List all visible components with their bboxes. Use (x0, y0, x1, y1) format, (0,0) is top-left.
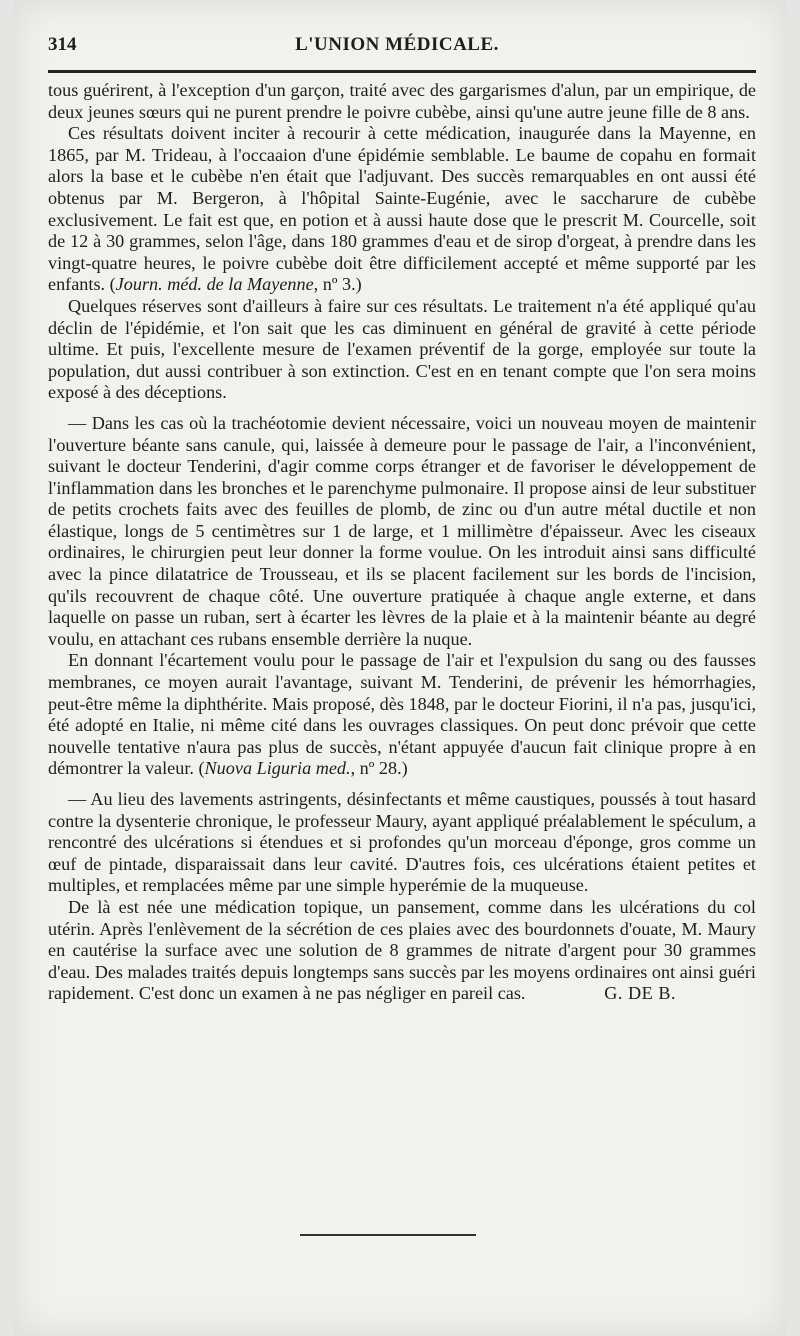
page-number: 314 (48, 34, 77, 55)
paragraph-2-text: Ces résultats doivent inciter à recourir à cette médication, inaugurée dans la Mayenne, en 1865, par M. Trideau, à l'occaaion d'une épidémie semblable. Le baume de copahu en formait alors la base et le cubèbe n'en était que l'adjuvant. Des succès remarquables en ont aussi été obtenus par M. Bergeron, à l'hôpital Sainte-Eugénie, avec le saccharure de cubèbe exclusivement. Le fait est que, en potion et à aussi haute dose que le prescrit M. Courcelle, soit de 12 à 30 grammes, selon l'âge, dans 180 grammes d'eau et de sirop d'orgeat, à prendre dans les vingt-quatre heures, le poivre cubèbe doit être difficilement accepté et même supporté par les enfants. ( (48, 123, 756, 295)
paragraph-5-text: En donnant l'écartement voulu pour le passage de l'air et l'expulsion du sang ou des fausses membranes, ce moyen aurait l'avantage, suivant M. Tenderini, de prévenir les hémorrhagies, peut-être même la diphthérite. Mais proposé, dès 1848, par le docteur Fiorini, il n'a pas, jusqu'ici, été adopté en Italie, ni même cité dans les ouvrages classiques. On peut donc prévoir que cette nouvelle tentative n'aura pas plus de succès, n'étant appuyée d'aucun fait clinique propre à en démontrer la valeur. ( (48, 650, 756, 779)
running-title: L'UNION MÉDICALE. (295, 34, 499, 55)
article-body (48, 80, 756, 1005)
header-rule (48, 70, 756, 73)
citation-liguria: Nuova Liguria med. (204, 758, 351, 779)
footer-rule (300, 1234, 476, 1236)
paragraph-5 (48, 650, 756, 780)
paragraph-7 (48, 897, 756, 1005)
citation-mayenne-num: , nº 3.) (313, 274, 362, 295)
paragraph-6: — Au lieu des lavements astringents, désinfectants et même caustiques, poussés à tout hasard contre la dysenterie chronique, le professeur Maury, ayant appliqué préalablement le spéculum, a rencontré des ulcérations si étendues et si profondes qu'un morceau d'éponge, gros comme un œuf de pintade, disparaissait dans leur cavité. D'autres fois, ces ulcérations étaient petites et multiples, et remplacées même par une simple hyperémie de la muqueuse. (48, 789, 756, 896)
paragraph-4: — Dans les cas où la trachéotomie devient nécessaire, voici un nouveau moyen de maintenir l'ouverture béante sans canule, qui, laissée à demeure pour le passage de l'air, a l'inconvénient, suivant le docteur Tenderini, d'agir comme corps étranger et de favoriser le développement de l'inflammation dans les bronches et le parenchyme pulmonaire. Il propose ainsi de leur substituer de petits crochets faits avec des feuilles de plomb, de zinc ou d'un autre métal ductile et non élastique, longs de 5 centimètres sur 1 de large, et 1 millimètre d'épaisseur. Avec les ciseaux ordinaires, le chirurgien peut leur donner la forme voulue. On les introduit ainsi sans difficulté avec la pince dilatatrice de Trousseau, et ils se placent facilement sur les bords de l'incision, qu'ils recouvrent de chaque côté. Une ouverture pratiquée à chaque angle externe, et dans laquelle on passe un ruban, sert à écarter les lèvres de la plaie et à la maintenir béante au degré voulu, en attachant ces rubans ensemble derrière la nuque. (48, 412, 756, 649)
page-header (48, 34, 746, 62)
paragraph-1: tous guérirent, à l'exception d'un garçon, traité avec des gargarismes d'alun, par un empirique, de deux jeunes sœurs qui ne purent prendre le poivre cubèbe, ainsi qu'une autre jeune fille de 8 ans. (48, 80, 756, 122)
signature: G. DE B. (604, 983, 676, 1004)
journal-page (14, 0, 786, 1336)
paragraph-2 (48, 123, 756, 296)
paragraph-7-text: De là est née une médication topique, un pansement, comme dans les ulcérations du col utérin. Après l'enlèvement de la sécrétion de ces plaies avec des bourdonnets d'ouate, M. Maury en cautérise la surface avec une solution de 8 grammes de nitrate d'argent pour 30 grammes d'eau. Des malades traités depuis longtemps sans succès par les moyens ordinaires ont ainsi guéri rapidement. C'est donc un examen à ne pas négliger en pareil cas. (48, 896, 756, 1004)
citation-liguria-num: , nº 28.) (350, 758, 408, 779)
citation-mayenne: Journ. méd. de la Mayenne (115, 274, 314, 295)
paragraph-3: Quelques réserves sont d'ailleurs à faire sur ces résultats. Le traitement n'a été appliqué qu'au déclin de l'épidémie, et l'on sait que les cas diminuent en général de gravité à cette période ultime. Et puis, l'excellente mesure de l'examen préventif de la gorge, employée sur toute la population, dut aussi contribuer à son extinction. C'est en en tenant compte que l'on sera moins exposé à des déceptions. (48, 295, 756, 403)
